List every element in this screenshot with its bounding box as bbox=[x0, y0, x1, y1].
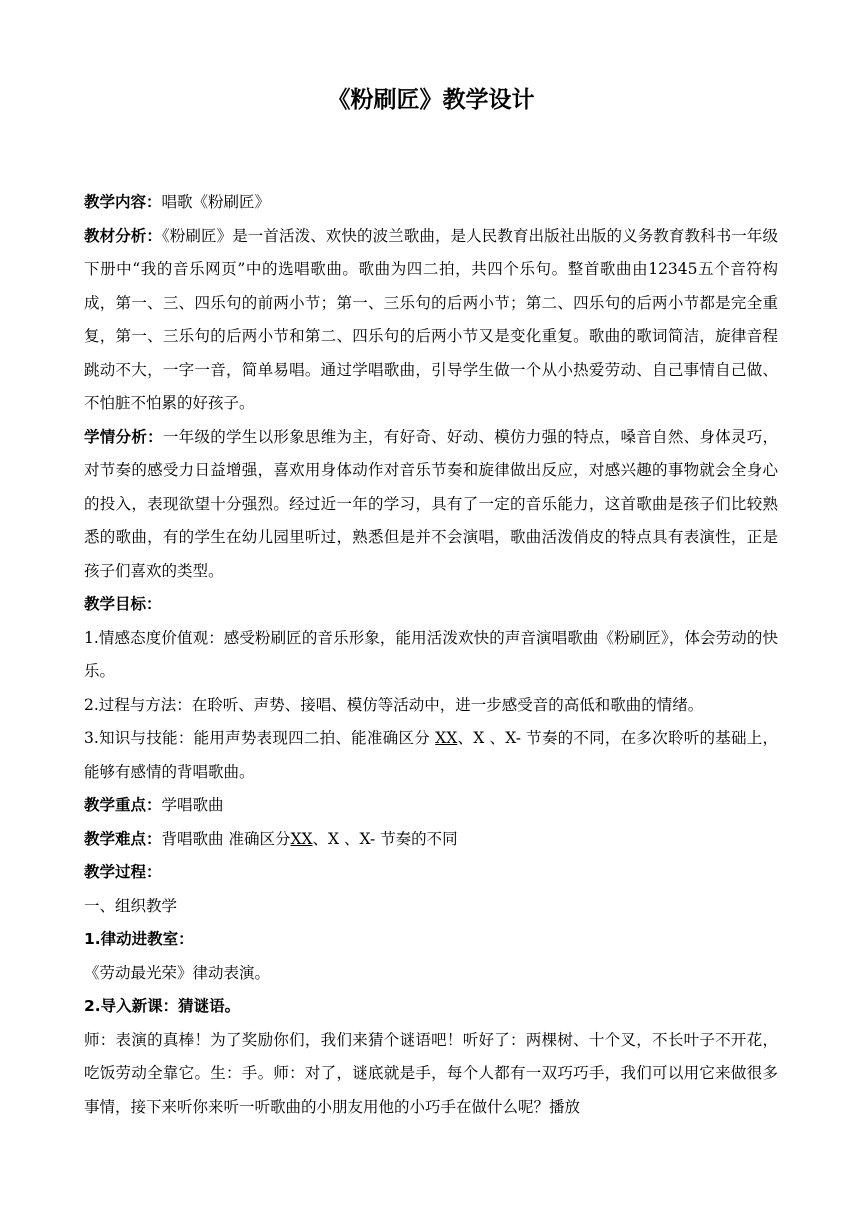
difficulty-post: 、X 、X- 节奏的不同 bbox=[312, 829, 458, 848]
document-title: 《粉刷匠》教学设计 bbox=[327, 87, 535, 113]
goal-item-3-pre: 3.知识与技能：能用声势表现四二拍、能准确区分 bbox=[84, 729, 436, 747]
section-1-heading: 一、组织教学 bbox=[84, 896, 178, 915]
teaching-goals-heading: 教学目标： bbox=[84, 595, 162, 613]
learner-analysis-text: 一年级的学生以形象思维为主，有好奇、好动、模仿力强的特点，嗓音自然、身体灵巧，对节奏的感受力日益增强，喜欢用身体动作对音乐节奏和旋律做出反应，对感兴趣的事物就会全身心的投入，表现欲望十分强烈。经过近一年的学习，具有了一定的音乐能力，这首歌曲是孩子们比较熟悉的歌曲，有的学生在幼儿园里听过，熟悉但是并不会演唱，歌曲活泼俏皮的特点具有表演性，正是孩子们喜欢的类型。 bbox=[84, 427, 778, 580]
teaching-process-heading: 教学过程： bbox=[84, 863, 162, 881]
teaching-content-paragraph bbox=[84, 186, 778, 220]
difficulty-paragraph bbox=[84, 823, 778, 857]
step-2-title: 2.导入新课：猜谜语。 bbox=[84, 997, 241, 1015]
material-analysis-paragraph bbox=[84, 220, 778, 421]
difficulty-pre: 背唱歌曲 准确区分 bbox=[161, 829, 291, 848]
key-point-paragraph bbox=[84, 789, 778, 823]
learner-analysis-paragraph bbox=[84, 421, 778, 589]
rhythm-xx: XX bbox=[435, 729, 458, 747]
key-point-label: 教学重点： bbox=[84, 796, 162, 814]
teaching-content-label: 教学内容： bbox=[84, 193, 162, 211]
step-1-text: 《劳动最光荣》律动表演。 bbox=[84, 963, 271, 982]
goal-item-2: 2.过程与方法：在聆听、声势、接唱、模仿等活动中，进一步感受音的高低和歌曲的情绪。 bbox=[84, 695, 704, 714]
goal-item-3-post: 、X 、X- 节奏的不同，在多次聆听的基础上，能够有感情的背唱歌曲。 bbox=[84, 729, 778, 781]
difficulty-rhythm-xx: XX bbox=[290, 829, 313, 848]
difficulty-label: 教学难点： bbox=[84, 829, 162, 848]
material-analysis-text: 《粉刷匠》是一首活泼、欢快的波兰歌曲，是人民教育出版社出版的义务教育教科书一年级下册中“我的音乐网页”中的选唱歌曲。歌曲为四二拍，共四个乐句。整首歌曲由12345五个音符构成，第一、三、四乐句的前两小节；第一、三乐句的后两小节；第二、四乐句的后两小节都是完全重复，第一、三乐句的后两小节和第二、四乐句的后两小节又是变化重复。歌曲的歌词简洁，旋律音程跳动不大，一字一音，简单易唱。通过学唱歌曲，引导学生做一个从小热爱劳动、自己事情自己做、不怕脏不怕累的好孩子。 bbox=[84, 226, 778, 412]
learner-analysis-label: 学情分析： bbox=[84, 427, 163, 446]
teaching-content-text: 唱歌《粉刷匠》 bbox=[161, 193, 271, 211]
key-point-text: 学唱歌曲 bbox=[161, 796, 224, 814]
step-1-title: 1.律动进教室： bbox=[84, 930, 194, 948]
material-analysis-label: 教材分析： bbox=[84, 226, 162, 245]
document-body bbox=[84, 186, 778, 1124]
step-2-text: 师：表演的真棒！为了奖励你们，我们来猜个谜语吧！听好了：两棵树、十个叉，不长叶子不开花，吃饭劳动全靠它。生：手。师：对了，谜底就是手，每个人都有一双巧巧手，我们可以用它来做很多事情，接下来听你来听一听歌曲的小朋友用他的小巧手在做什么呢？播放 bbox=[84, 1030, 778, 1116]
goal-item-1: 1.情感态度价值观：感受粉刷匠的音乐形象，能用活泼欢快的声音演唱歌曲《粉刷匠》，体会劳动的快乐。 bbox=[84, 628, 778, 680]
goal-item-3 bbox=[84, 722, 778, 789]
